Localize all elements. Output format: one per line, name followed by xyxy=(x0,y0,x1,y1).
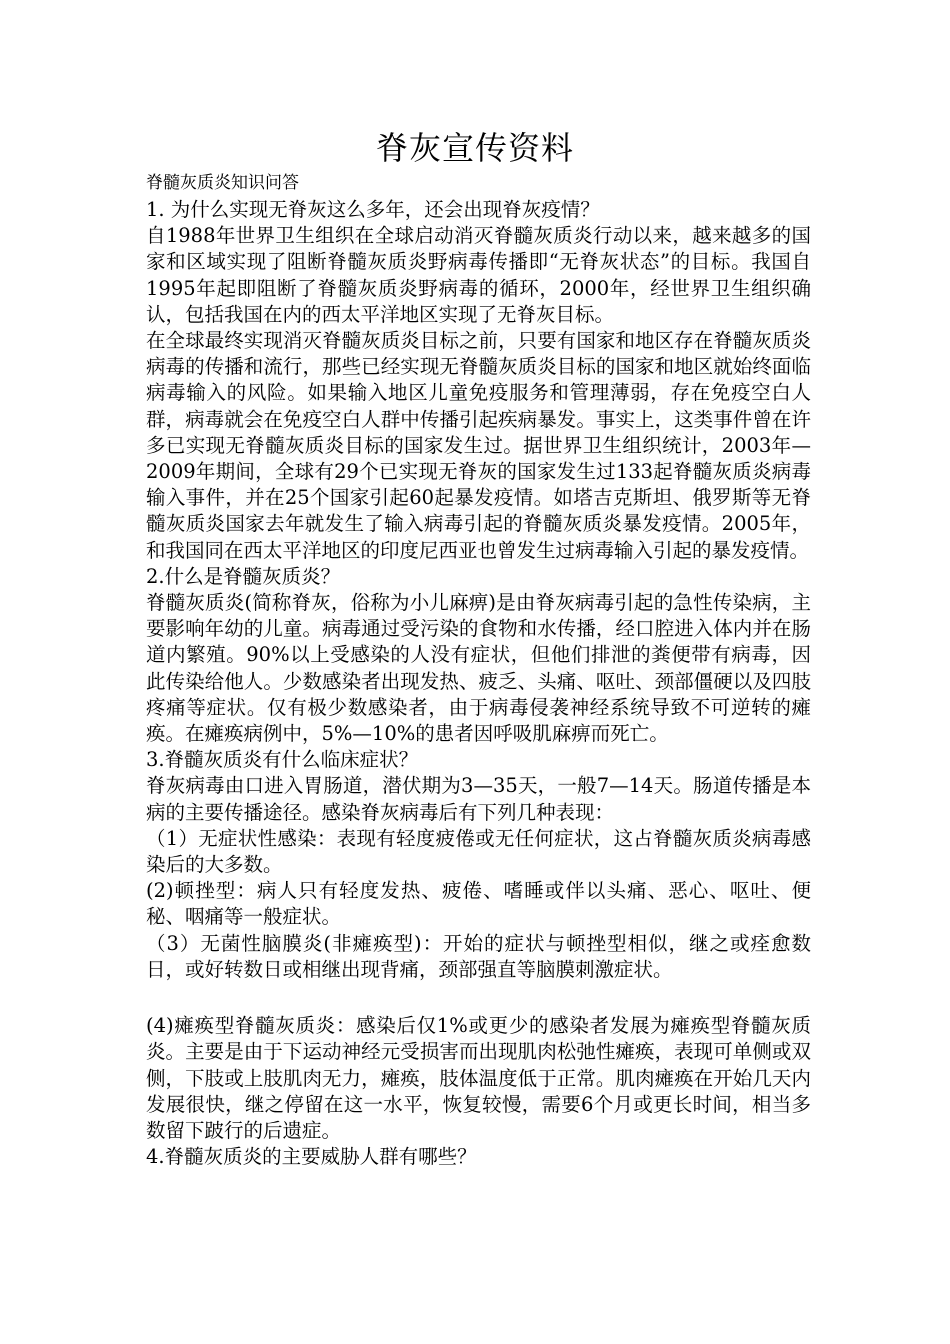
document-subtitle: 脊髓灰质炎知识问答 xyxy=(146,173,299,193)
question-4-heading: 4.脊髓灰质炎的主要威胁人群有哪些？ xyxy=(146,1145,477,1169)
answer-1-paragraph-2: 在全球最终实现消灭脊髓灰质炎目标之前，只要有国家和地区存在脊髓灰质炎病毒的传播和流行，那些已经实现无脊髓灰质炎目标的国家和地区就始终面临病毒输入的风险。如果输入地区儿童免疫服务和管理薄弱，存在免疫空白人群，病毒就会在免疫空白人群中传播引起疾病暴发。事实上，这类事件曾在许多已实现无脊髓灰质炎目标的国家发生过。据世界卫生组织统计，2003年—2009年期间，全球有29个已实现无脊灰的国家发生过133起脊髓灰质炎病毒输入事件，并在25个国家引起60起暴发疫情。如塔吉克斯坦、俄罗斯等无脊髓灰质炎国家去年就发生了输入病毒引起的脊髓灰质炎暴发疫情。2005年，和我国同在西太平洋地区的印度尼西亚也曾发生过病毒输入引起的暴发疫情。 xyxy=(146,329,811,562)
answer-1-paragraph-1: 自1988年世界卫生组织在全球启动消灭脊髓灰质炎行动以来，越来越多的国家和区域实现了阻断脊髓灰质炎野病毒传播即“无脊灰状态”的目标。我国自1995年起即阻断了脊髓灰质炎野病毒的循环，2000年，经世界卫生组织确认，包括我国在内的西太平洋地区实现了无脊灰目标。 xyxy=(146,224,811,326)
paragraph-gap xyxy=(146,983,811,1013)
symptom-item-4: (4)瘫痪型脊髓灰质炎：感染后仅1%或更少的感染者发展为瘫痪型脊髓灰质炎。主要是由于下运动神经元受损害而出现肌肉松弛性瘫痪，表现可单侧或双侧，下肢或上肢肌肉无力，瘫痪，肢体温度低于正常。肌肉瘫痪在开始几天内发展很快，继之停留在这一水平，恢复较慢，需要6个月或更长时间，相当多数留下跛行的后遗症。 xyxy=(146,1014,811,1142)
symptom-item-2: (2)顿挫型：病人只有轻度发热、疲倦、嗜睡或伴以头痛、恶心、呕吐、便秘、咽痛等一般症状。 xyxy=(146,879,811,929)
symptom-item-1: （1）无症状性感染：表现有轻度疲倦或无任何症状，这占脊髓灰质炎病毒感染后的大多数。 xyxy=(146,826,811,877)
document-title: 脊灰宣传资料 xyxy=(375,129,574,167)
question-3-heading: 3.脊髓灰质炎有什么临床症状？ xyxy=(146,748,419,772)
symptom-item-3: （3）无菌性脑膜炎(非瘫痪型)：开始的症状与顿挫型相似，继之或痊愈数日，或好转数日或相继出现背痛，颈部强直等脑膜刺激症状。 xyxy=(146,931,811,981)
question-2-heading: 2.什么是脊髓灰质炎？ xyxy=(146,564,341,588)
answer-3-intro: 脊灰病毒由口进入胃肠道，潜伏期为3—35天，一般7—14天。肠道传播是本病的主要传播途径。感染脊灰病毒后有下列几种表现： xyxy=(146,774,811,824)
document-body xyxy=(146,171,811,1170)
question-1-heading: 1. 为什么实现无脊灰这么多年，还会出现脊灰疫情？ xyxy=(146,198,600,221)
answer-2-paragraph: 脊髓灰质炎(简称脊灰，俗称为小儿麻痹)是由脊灰病毒引起的急性传染病，主要影响年幼的儿童。病毒通过受污染的食物和水传播，经口腔进入体内并在肠道内繁殖。90%以上受感染的人没有症状，但他们排泄的粪便带有病毒，因此传染给他人。少数感染者出现发热、疲乏、头痛、呕吐、颈部僵硬以及四肢疼痛等症状。仅有极少数感染者，由于病毒侵袭神经系统导致不可逆转的瘫痪。在瘫痪病例中，5%—10%的患者因呼吸肌麻痹而死亡。 xyxy=(146,591,811,746)
